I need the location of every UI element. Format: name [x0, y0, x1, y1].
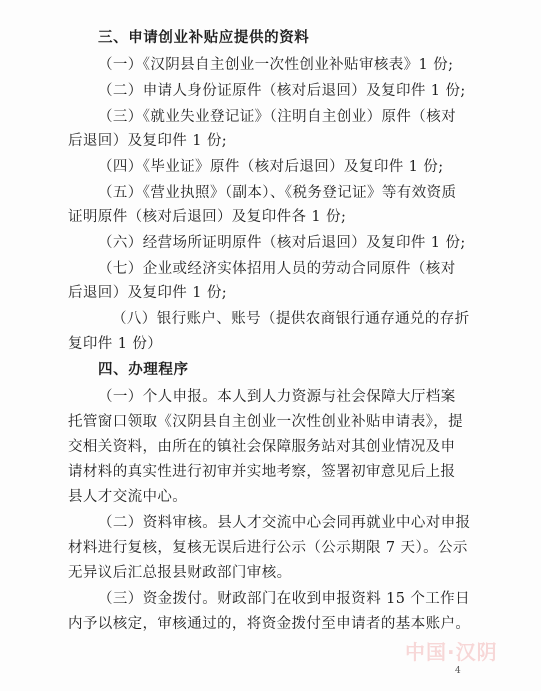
procedure-step-1-line-4: 请材料的真实性进行初审并实地考察，签署初审意见后上报	[68, 464, 456, 480]
material-item-5-cont: 证明原件（核对后退回）及复印件各 1 份;	[68, 209, 347, 225]
procedure-step-1-line-5: 县人才交流中心。	[68, 489, 188, 505]
procedure-step-1-line-3: 交相关资料，由所在的镇社会保障服务站对其创业情况及申	[68, 439, 456, 455]
watermark: 中国·汉阴	[405, 640, 498, 664]
procedure-step-2-line-2: 材料进行复核，复核无误后进行公示（公示期限 7 天）。公示	[68, 540, 468, 556]
material-item-7: （七）企业或经济实体招用人员的劳动合同原件（核对	[98, 261, 456, 277]
page-number: 4	[455, 666, 461, 676]
procedure-step-1: （一）个人申报。本人到人力资源与社会保障大厅档案	[98, 389, 456, 405]
procedure-step-2: （二）资料审核。县人才交流中心会同再就业中心对申报	[98, 515, 471, 531]
procedure-step-3: （三）资金拨付。财政部门在收到申报资料 15 个工作日	[98, 591, 470, 607]
material-item-6: （六）经营场所证明原件（核对后退回）及复印件 1 份;	[98, 235, 466, 251]
material-item-3: （三）《就业失业登记证》（注明自主创业）原件（核对	[98, 109, 456, 125]
material-item-8-cont: 复印件 1 份）	[68, 336, 163, 352]
procedure-step-1-line-2: 托管窗口领取《汉阴县自主创业一次性创业补贴申请表》，提	[68, 414, 464, 430]
material-item-5: （五）《营业执照》（副本）、《税务登记证》等有效资质	[98, 185, 457, 201]
procedure-step-2-line-3: 无异议后汇总报县财政部门审核。	[68, 565, 292, 581]
section-heading-procedure: 四、办理程序	[98, 361, 189, 378]
material-item-8: （八）银行账户、账号（提供农商银行通存通兑的存折	[112, 311, 470, 327]
material-item-7-cont: 后退回）及复印件 1 份;	[68, 285, 228, 301]
material-item-1: （一）《汉阴县自主创业一次性创业补贴审核表》1 份;	[98, 57, 454, 73]
material-item-4: （四）《毕业证》原件（核对后退回）及复印件 1 份;	[98, 159, 444, 175]
procedure-step-3-line-2: 内予以核定，审核通过的，将资金拨付至申请者的基本账户。	[68, 616, 471, 632]
section-heading-materials: 三、申请创业补贴应提供的资料	[98, 29, 310, 46]
material-item-2: （二）申请人身份证原件（核对后退回）及复印件 1 份;	[98, 83, 466, 99]
material-item-3-cont: 后退回）及复印件 1 份;	[68, 133, 228, 149]
